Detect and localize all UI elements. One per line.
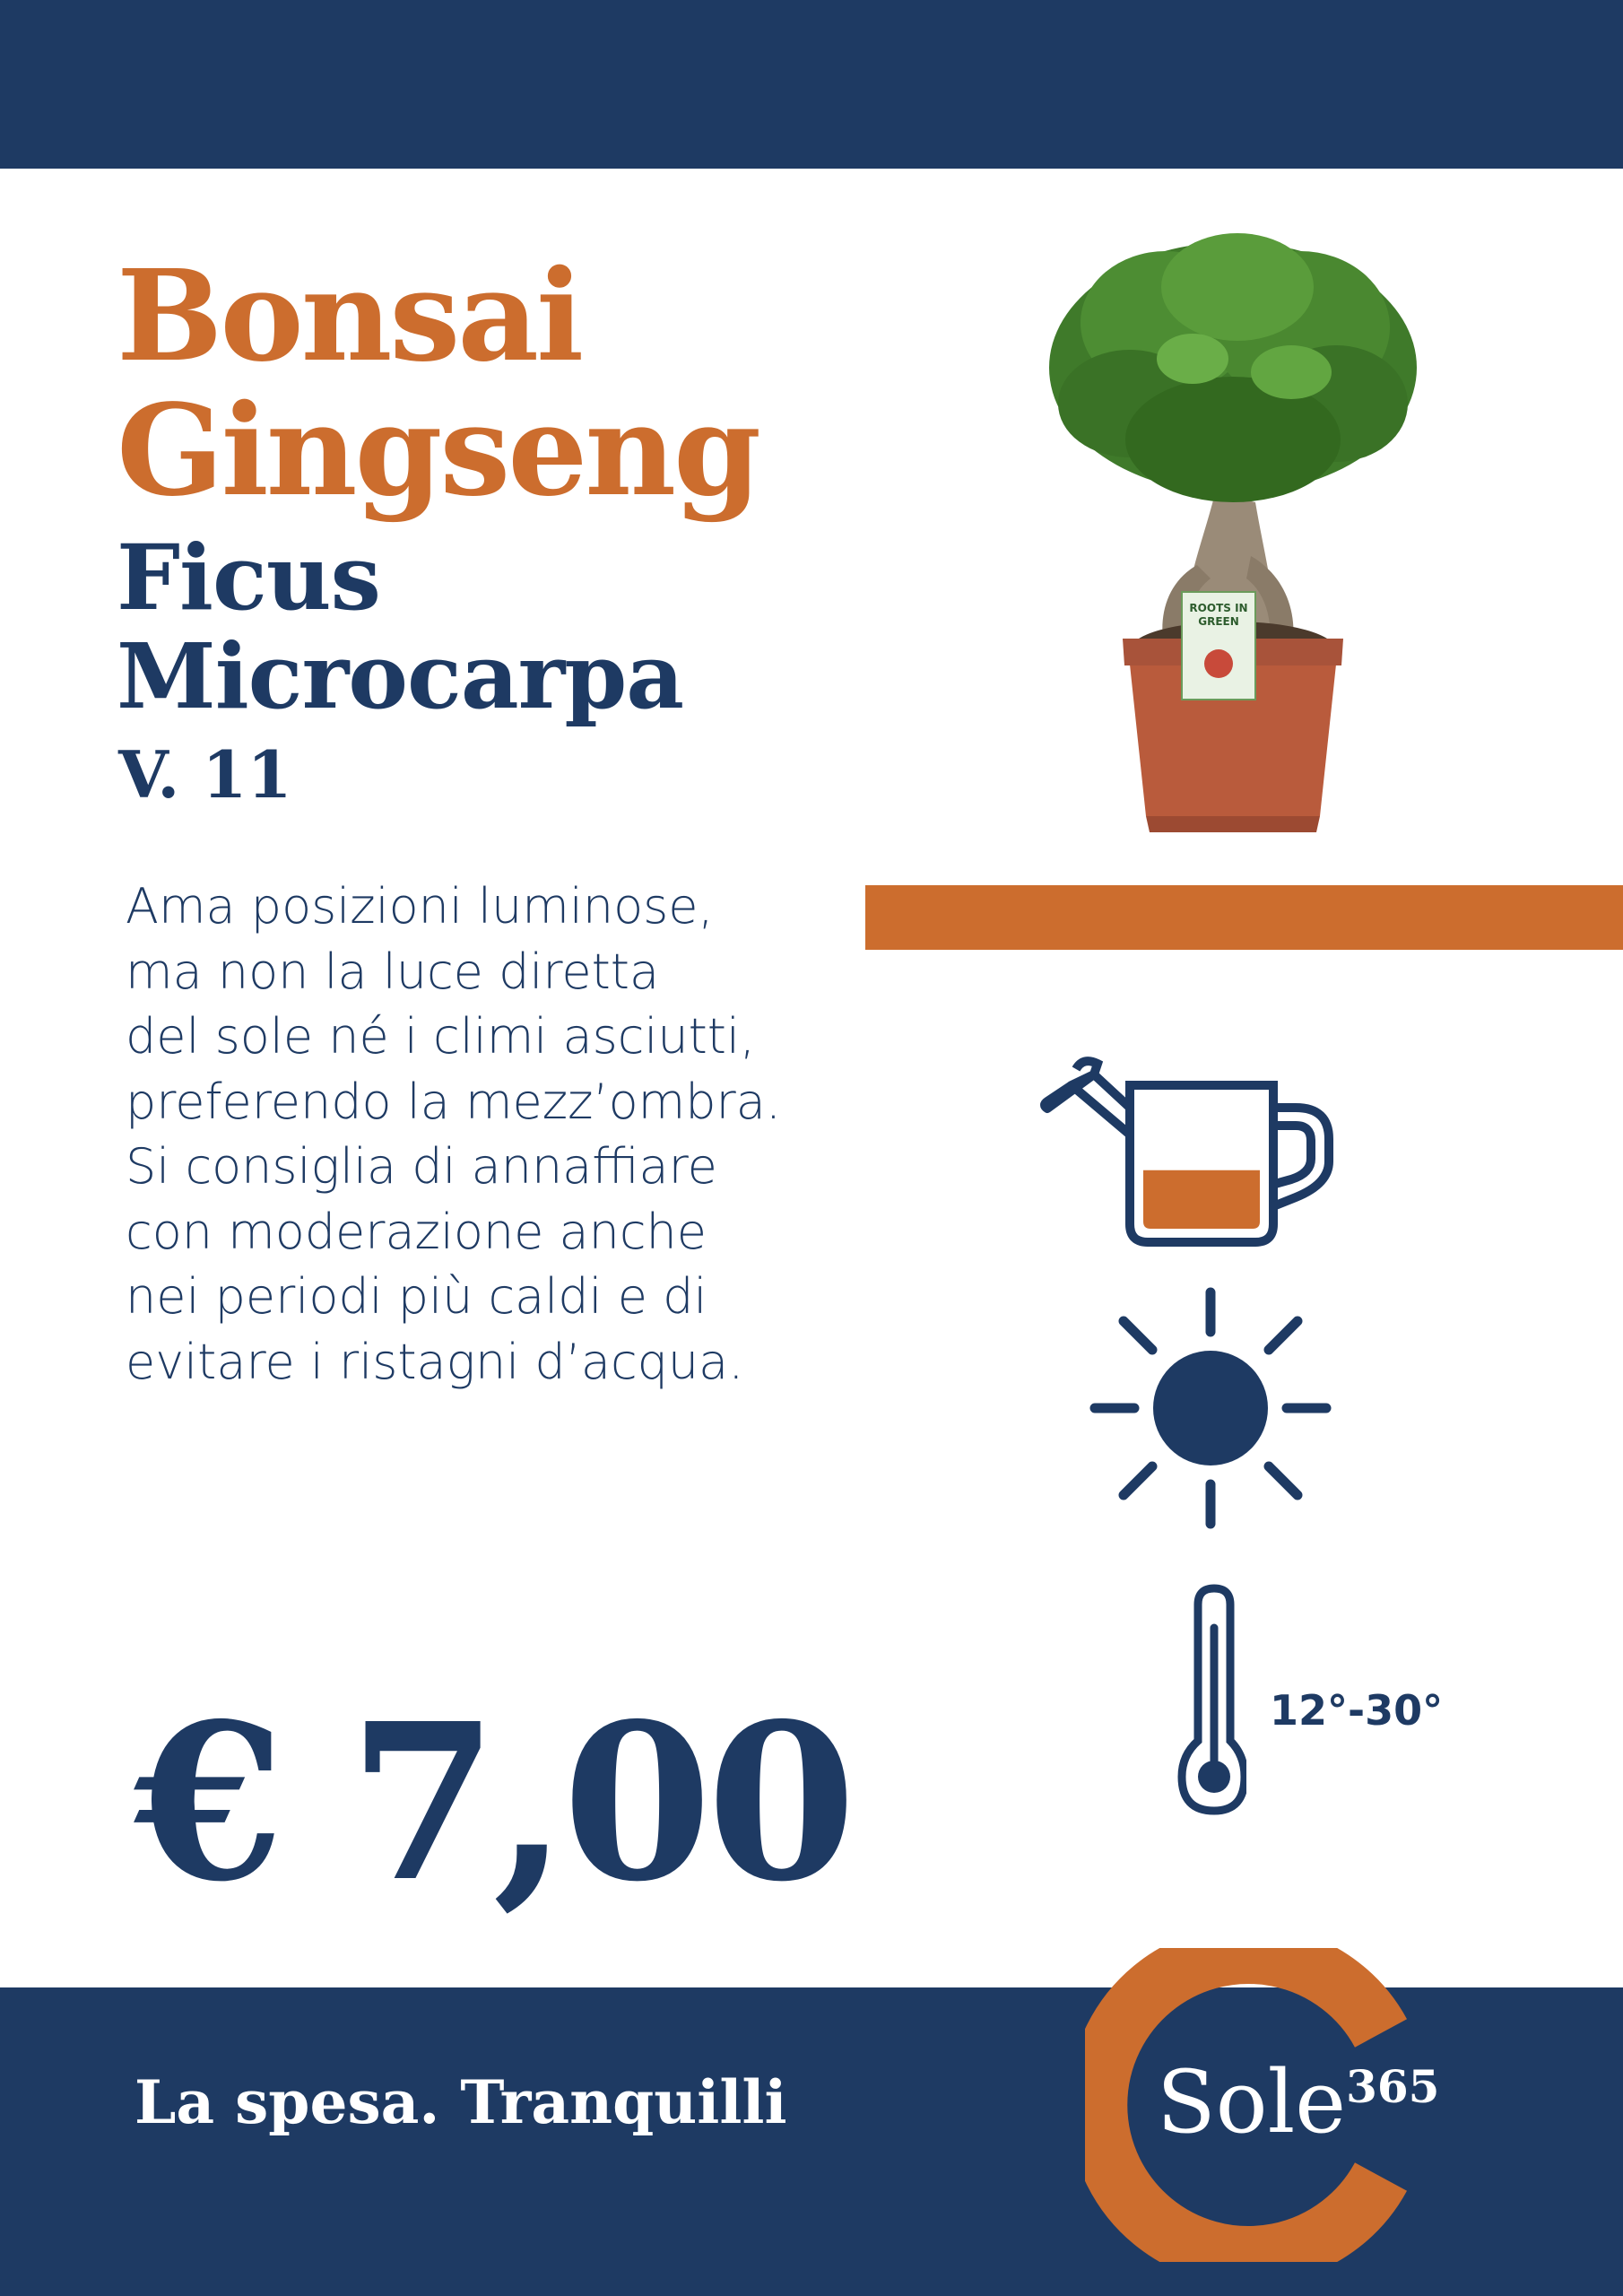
- temperature-range: 12°-30°: [1270, 1686, 1444, 1735]
- product-name-line1: Bonsai: [117, 243, 582, 390]
- price: € 7,00: [135, 1676, 852, 1929]
- brand-name-text: Sole: [1157, 2052, 1347, 2152]
- variant-label: V. 11: [118, 736, 292, 813]
- top-band: [0, 0, 1623, 169]
- accent-bar: [865, 885, 1623, 950]
- thermometer-icon: [1175, 1583, 1246, 1818]
- brand-name: [1157, 2052, 1439, 2152]
- bonsai-plant-image: [1031, 224, 1435, 839]
- brand-number: 365: [1346, 2060, 1440, 2113]
- plant-tag-text-2: GREEN: [1198, 615, 1239, 628]
- product-photo: [1031, 224, 1435, 839]
- footer-slogan: La spesa. Tranquilli: [135, 2067, 787, 2137]
- species-line1: Ficus: [117, 525, 380, 631]
- species-line2: Microcarpa: [117, 623, 684, 729]
- plant-tag-text-1: ROOTS IN: [1189, 602, 1248, 614]
- watering-can-icon: [1040, 1049, 1345, 1251]
- product-name-line2: Gingseng: [117, 378, 759, 525]
- care-description: Ama posizioni luminose, ma non la luce diretta del sole né i climi asciutti, preferendo la mezz’ombra. Si consiglia di annaffiare con moderazione anche nei periodi più caldi e di evitare i ristagni d’acqua.: [126, 878, 782, 1390]
- sun-icon: [1089, 1287, 1332, 1529]
